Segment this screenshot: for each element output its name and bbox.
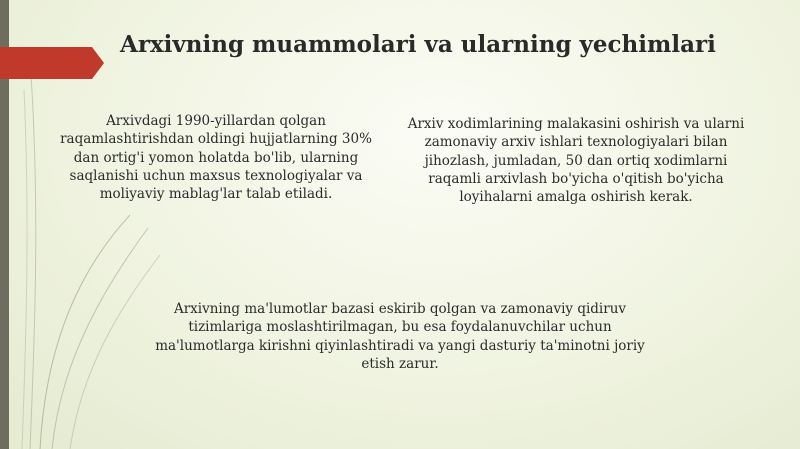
slide-title: Arxivning muammolari va ularning yechimlari: [120, 31, 716, 58]
right-text-block: Arxiv xodimlarining malakasini oshirish va ularni zamonaviy arxiv ishlari texnologiyalari bilan jihozlash, jumladan, 50 dan ortiq xodimlarni raqamli arxivlash bo'yicha o'qitish bo'yicha loyihalarni amalga oshirish kerak.: [407, 116, 745, 206]
left-text-block: Arxivdagi 1990-yillardan qolgan raqamlashtirishdan oldingi hujjatlarning 30% dan ortig'i yomon holatda bo'lib, ularning saqlanishi uchun maxsus texnologiyalar va moliyaviy mablag'lar talab etiladi.: [60, 113, 372, 203]
bottom-text-block: Arxivning ma'lumotlar bazasi eskirib qolgan va zamonaviy qidiruv tizimlariga moslashtirilmagan, bu esa foydalanuvchilar uchun ma'lumotlarga kirishni qiyinlashtiradi va yangi dasturiy ta'minotni joriy etish zarur.: [155, 301, 645, 372]
title-accent-arrow: [0, 47, 104, 79]
